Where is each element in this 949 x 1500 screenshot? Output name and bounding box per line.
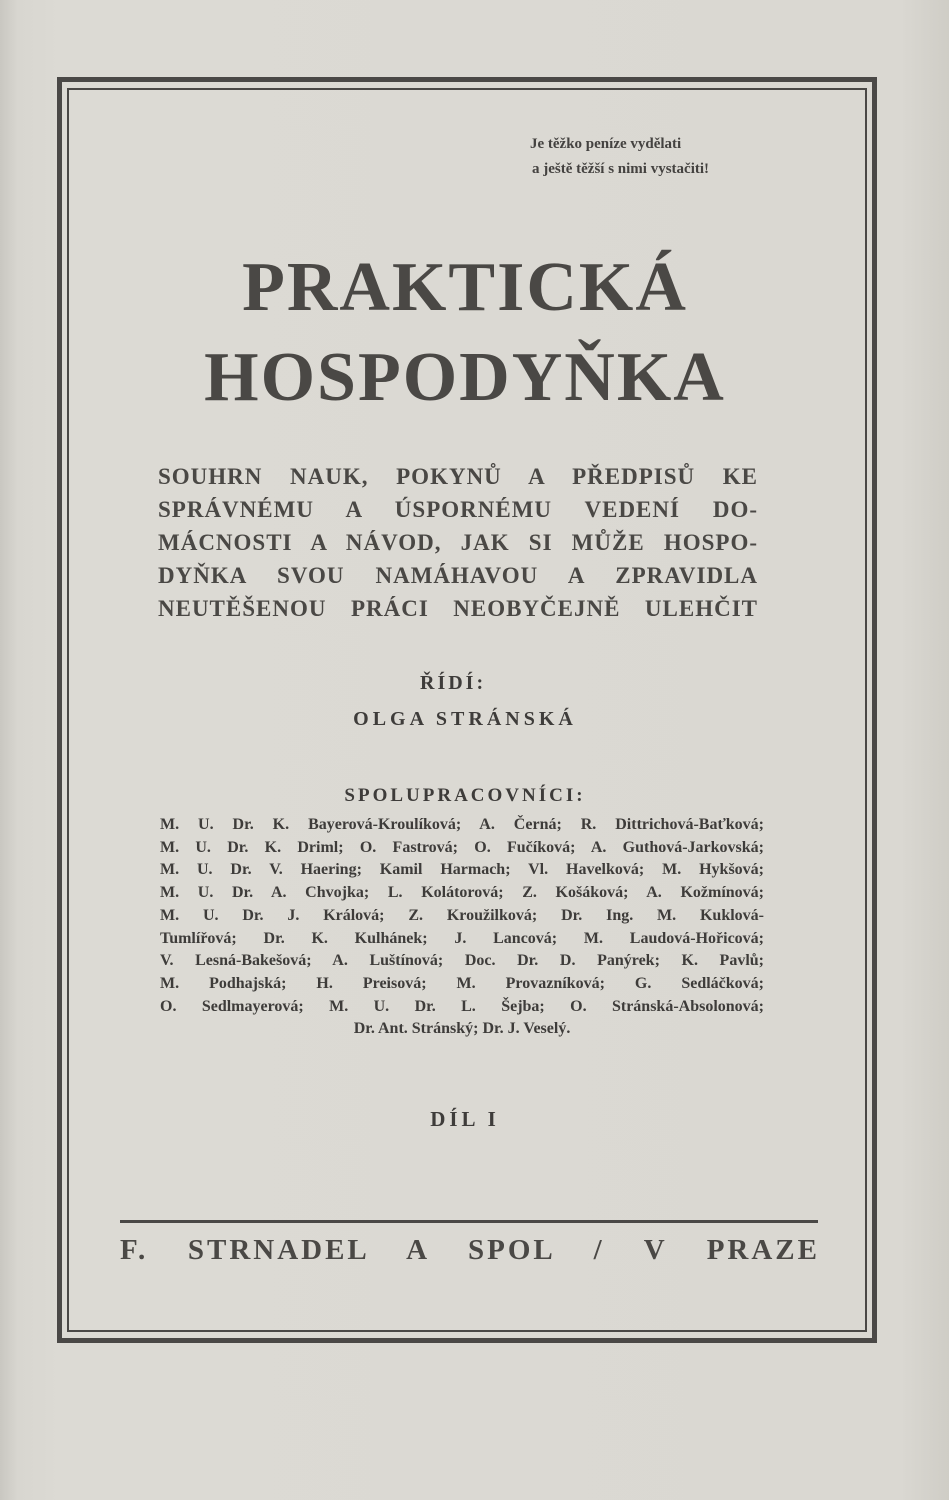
motto-line-2: a ještě těžší s nimi vystačiti! bbox=[532, 161, 710, 177]
subtitle-line: DYŇKA SVOU NAMÁHAVOU A ZPRAVIDLA bbox=[158, 563, 758, 588]
publisher-imprint: F. STRNADEL A SPOL / V PRAZE bbox=[120, 1234, 820, 1266]
collaborators-line: M. U. Dr. K. Driml; O. Fastrová; O. Fučíková; A. Guthová-Jarkovská; bbox=[160, 838, 764, 856]
collaborators-line: Dr. Ant. Stránský; Dr. J. Veselý. bbox=[353, 1020, 571, 1038]
collaborators-line: M. U. Dr. K. Bayerová-Kroulíková; A. Černá; R. Dittrichová-Baťková; bbox=[160, 816, 764, 833]
collaborators-line: O. Sedlmayerová; M. U. Dr. L. Šejba; O. Stránská-Absolonová; bbox=[160, 997, 764, 1015]
collaborators-line: M. U. Dr. V. Haering; Kamil Harmach; Vl. Havelková; M. Hykšová; bbox=[160, 861, 764, 879]
collaborators-line: M. U. Dr. J. Králová; Z. Kroužilková; Dr. Ing. M. Kuklová- bbox=[160, 906, 764, 924]
collaborators-list bbox=[160, 814, 764, 1041]
editor-name: OLGA STRÁNSKÁ bbox=[353, 708, 577, 730]
collaborators-line: V. Lesná-Bakešová; A. Luštínová; Doc. Dr. D. Panýrek; K. Pavlů; bbox=[160, 952, 764, 970]
collaborators-line: M. Podhajská; H. Preisová; M. Provazníková; G. Sedláčková; bbox=[160, 974, 764, 992]
editor-label: ŘÍDÍ: bbox=[420, 672, 487, 694]
motto bbox=[530, 132, 830, 182]
book-title-line-2: HOSPODYŇKA bbox=[204, 339, 726, 416]
volume-number: DÍL I bbox=[430, 1107, 500, 1131]
collaborators-heading: SPOLUPRACOVNÍCI: bbox=[344, 785, 586, 806]
subtitle-line: MÁCNOSTI A NÁVOD, JAK SI MŮŽE HOSPO- bbox=[158, 530, 758, 555]
book-title-line-1: PRAKTICKÁ bbox=[242, 249, 688, 326]
subtitle-line: SOUHRN NAUK, POKYNŮ A PŘEDPISŮ KE bbox=[158, 464, 758, 489]
collaborators-line: Tumlířová; Dr. K. Kulhánek; J. Lancová; M. Laudová-Hořicová; bbox=[160, 929, 764, 947]
subtitle-line: NEUTĚŠENOU PRÁCI NEOBYČEJNĚ ULEHČIT bbox=[158, 596, 758, 621]
subtitle-line: SPRÁVNÉMU A ÚSPORNÉMU VEDENÍ DO- bbox=[158, 497, 758, 522]
publisher-divider bbox=[120, 1220, 818, 1223]
collaborators-line: M. U. Dr. A. Chvojka; L. Kolátorová; Z. Košáková; A. Kožmínová; bbox=[160, 884, 764, 902]
motto-line-1: Je těžko peníze vydělati bbox=[530, 136, 682, 152]
subtitle bbox=[158, 460, 758, 625]
